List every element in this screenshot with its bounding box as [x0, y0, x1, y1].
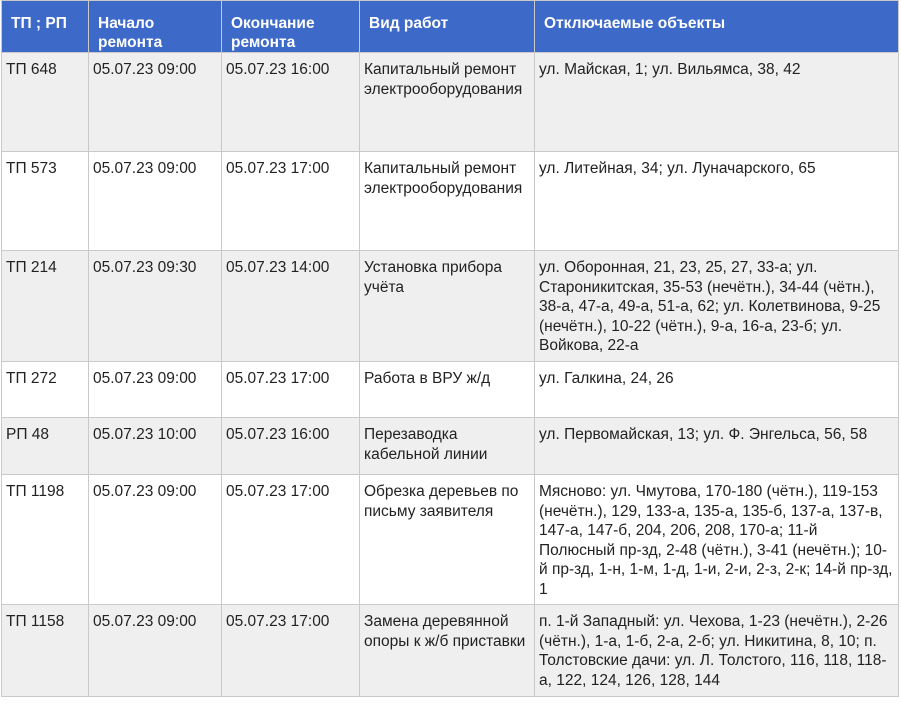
cell-start: 05.07.23 09:00 [89, 362, 222, 418]
cell-objects: п. 1-й Западный: ул. Чехова, 1-23 (нечётн.), 2-26 (чётн.), 1-а, 1-б, 2-а, 2-б; ул. Никитина, 8, 10; п. Толстовские дачи: ул. Л. Толстого, 116, 118, 118-а, 122, 124, 126, 128, 144 [535, 605, 899, 697]
cell-objects: Мясново: ул. Чмутова, 170-180 (чётн.), 119-153 (нечётн.), 129, 133-а, 135-а, 135-б, 137-а, 137-в, 147-а, 147-б, 204, 206, 208, 170-а; 11-й Полюсный пр-зд, 2-48 (чётн.), 3-41 (нечётн.); 10-й пр-зд, 1-н, 1-м, 1-д, 1-и, 2-и, 2-з, 2-к; 14-й пр-зд, 1 [535, 475, 899, 605]
cell-start: 05.07.23 09:00 [89, 53, 222, 152]
table-header-row [2, 1, 899, 53]
header-start: Начало ремонта [89, 1, 222, 53]
cell-tp: ТП 573 [2, 152, 89, 251]
cell-end: 05.07.23 17:00 [222, 475, 360, 605]
cell-objects: ул. Литейная, 34; ул. Луначарского, 65 [535, 152, 899, 251]
header-tp: ТП ; РП [2, 1, 89, 53]
table-row [2, 605, 899, 697]
table-row [2, 418, 899, 475]
cell-tp: ТП 648 [2, 53, 89, 152]
outage-schedule-table [1, 0, 899, 697]
cell-end: 05.07.23 17:00 [222, 605, 360, 697]
cell-tp: РП 48 [2, 418, 89, 475]
cell-work-type: Обрезка деревьев по письму заявителя [360, 475, 535, 605]
cell-work-type: Работа в ВРУ ж/д [360, 362, 535, 418]
cell-objects: ул. Майская, 1; ул. Вильямса, 38, 42 [535, 53, 899, 152]
table-row [2, 362, 899, 418]
header-objects: Отключаемые объекты [535, 1, 899, 53]
cell-tp: ТП 214 [2, 251, 89, 362]
cell-work-type: Перезаводка кабельной линии [360, 418, 535, 475]
header-work-type: Вид работ [360, 1, 535, 53]
table-row [2, 251, 899, 362]
header-end: Окончание ремонта [222, 1, 360, 53]
cell-start: 05.07.23 09:00 [89, 605, 222, 697]
cell-start: 05.07.23 09:00 [89, 152, 222, 251]
table-row [2, 53, 899, 152]
cell-objects: ул. Галкина, 24, 26 [535, 362, 899, 418]
cell-objects: ул. Оборонная, 21, 23, 25, 27, 33-а; ул. Староникитская, 35-53 (нечётн.), 34-44 (чётн.), 38-а, 47-а, 49-а, 51-а, 62; ул. Колетвинова, 9-25 (нечётн.), 10-22 (чётн.), 9-а, 16-а, 23-б; ул. Войкова, 22-а [535, 251, 899, 362]
cell-objects: ул. Первомайская, 13; ул. Ф. Энгельса, 56, 58 [535, 418, 899, 475]
cell-end: 05.07.23 14:00 [222, 251, 360, 362]
cell-start: 05.07.23 09:30 [89, 251, 222, 362]
table-row [2, 152, 899, 251]
cell-work-type: Установка прибора учёта [360, 251, 535, 362]
cell-tp: ТП 1158 [2, 605, 89, 697]
cell-end: 05.07.23 17:00 [222, 362, 360, 418]
cell-tp: ТП 272 [2, 362, 89, 418]
cell-end: 05.07.23 16:00 [222, 53, 360, 152]
cell-work-type: Капитальный ремонт электрооборудования [360, 152, 535, 251]
table-row [2, 475, 899, 605]
cell-end: 05.07.23 17:00 [222, 152, 360, 251]
cell-start: 05.07.23 09:00 [89, 475, 222, 605]
cell-work-type: Замена деревянной опоры к ж/б приставки [360, 605, 535, 697]
cell-work-type: Капитальный ремонт электрооборудования [360, 53, 535, 152]
cell-tp: ТП 1198 [2, 475, 89, 605]
cell-start: 05.07.23 10:00 [89, 418, 222, 475]
cell-end: 05.07.23 16:00 [222, 418, 360, 475]
